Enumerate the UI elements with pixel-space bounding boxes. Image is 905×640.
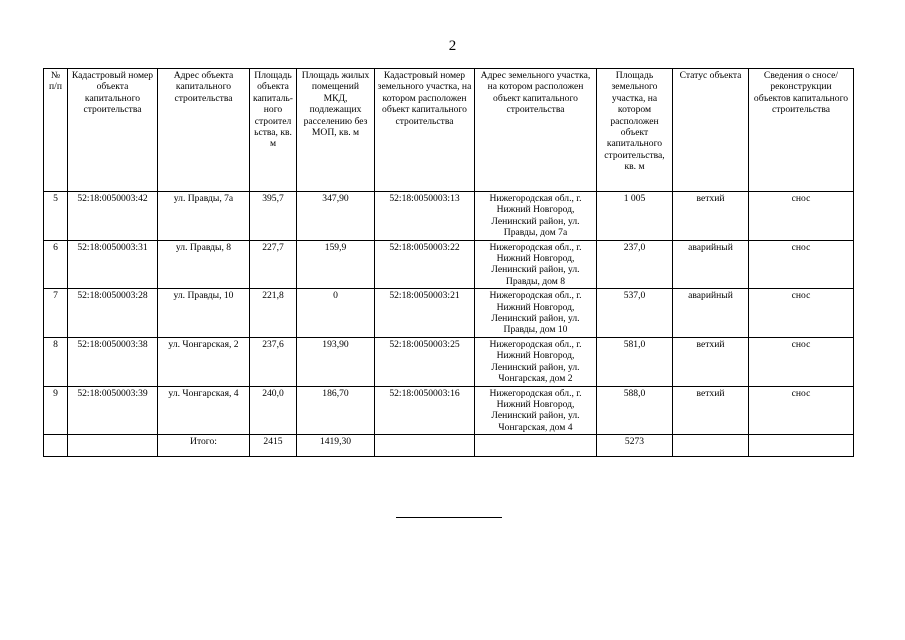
table-cell: ул. Правды, 10 <box>158 289 250 338</box>
total-cell: 2415 <box>250 435 297 457</box>
table-cell: ул. Чонгарская, 4 <box>158 386 250 435</box>
table-cell: 52:18:0050003:21 <box>375 289 475 338</box>
table-cell: 159,9 <box>297 240 375 289</box>
table-row <box>44 289 854 338</box>
table-cell: Нижегородская обл., г. Нижний Новгород, Ленинский район, ул. Правды, дом 10 <box>475 289 597 338</box>
total-cell <box>44 435 68 457</box>
table-cell: снос <box>749 240 854 289</box>
table-cell: 0 <box>297 289 375 338</box>
table-cell: 186,70 <box>297 386 375 435</box>
total-row <box>44 435 854 457</box>
table-cell: 8 <box>44 337 68 386</box>
table-cell: аварийный <box>673 240 749 289</box>
table-cell: 1 005 <box>597 192 673 241</box>
table-cell: ветхий <box>673 192 749 241</box>
table-cell: 537,0 <box>597 289 673 338</box>
total-cell <box>749 435 854 457</box>
table-cell: ветхий <box>673 386 749 435</box>
table-cell: 52:18:0050003:25 <box>375 337 475 386</box>
table-cell: аварийный <box>673 289 749 338</box>
objects-table <box>43 68 854 457</box>
table-cell: 52:18:0050003:38 <box>68 337 158 386</box>
table-cell: снос <box>749 386 854 435</box>
table-cell: 237,6 <box>250 337 297 386</box>
table-cell: Нижегородская обл., г. Нижний Новгород, Ленинский район, ул. Чонгарская, дом 2 <box>475 337 597 386</box>
table-cell: 240,0 <box>250 386 297 435</box>
table-row <box>44 240 854 289</box>
total-cell <box>68 435 158 457</box>
table-cell: 52:18:0050003:13 <box>375 192 475 241</box>
table-cell: Нижегородская обл., г. Нижний Новгород, Ленинский район, ул. Чонгарская, дом 4 <box>475 386 597 435</box>
table-cell: 588,0 <box>597 386 673 435</box>
table-row <box>44 386 854 435</box>
header-cell: Кадастровый номер земельного участка, на котором расположен объект капитального строительства <box>375 69 475 192</box>
total-cell <box>673 435 749 457</box>
separator-line <box>396 517 502 518</box>
table-cell: 9 <box>44 386 68 435</box>
table-cell: 52:18:0050003:28 <box>68 289 158 338</box>
page-number: 2 <box>448 38 457 54</box>
table-cell: ул. Правды, 8 <box>158 240 250 289</box>
table-cell: ветхий <box>673 337 749 386</box>
table-cell: 6 <box>44 240 68 289</box>
total-cell <box>475 435 597 457</box>
total-cell: 5273 <box>597 435 673 457</box>
table-cell: Нижегородская обл., г. Нижний Новгород, Ленинский район, ул. Правды, дом 7а <box>475 192 597 241</box>
table-cell: ул. Чонгарская, 2 <box>158 337 250 386</box>
table-cell: 581,0 <box>597 337 673 386</box>
table-cell: 52:18:0050003:31 <box>68 240 158 289</box>
table-cell: 347,90 <box>297 192 375 241</box>
header-cell: Статус объекта <box>673 69 749 192</box>
header-cell: Адрес земельного участка, на котором расположен объект капитального строительства <box>475 69 597 192</box>
total-cell <box>375 435 475 457</box>
table-cell: 7 <box>44 289 68 338</box>
header-cell: Площадь земельного участка, на котором расположен объект капитального строительства, кв. м <box>597 69 673 192</box>
table-cell: 221,8 <box>250 289 297 338</box>
table-cell: 227,7 <box>250 240 297 289</box>
table-cell: снос <box>749 289 854 338</box>
table-cell: снос <box>749 192 854 241</box>
total-cell: 1419,30 <box>297 435 375 457</box>
table-header-row <box>44 69 854 192</box>
header-cell: Площадь объекта капиталь-ного строител ьства, кв. м <box>250 69 297 192</box>
table-cell: 52:18:0050003:16 <box>375 386 475 435</box>
table-cell: 52:18:0050003:39 <box>68 386 158 435</box>
table-cell: 52:18:0050003:22 <box>375 240 475 289</box>
table-cell: 237,0 <box>597 240 673 289</box>
header-cell: Адрес объекта капитального строительства <box>158 69 250 192</box>
header-cell: № п/п <box>44 69 68 192</box>
table-row <box>44 192 854 241</box>
table-body <box>44 192 854 457</box>
header-cell: Кадастровый номер объекта капитального строительства <box>68 69 158 192</box>
table-cell: ул. Правды, 7а <box>158 192 250 241</box>
table-cell: 52:18:0050003:42 <box>68 192 158 241</box>
table-row <box>44 337 854 386</box>
total-cell: Итого: <box>158 435 250 457</box>
table-cell: 193,90 <box>297 337 375 386</box>
table-cell: снос <box>749 337 854 386</box>
header-cell: Площадь жилых помещений МКД, подлежащих расселению без МОП, кв. м <box>297 69 375 192</box>
table-cell: Нижегородская обл., г. Нижний Новгород, Ленинский район, ул. Правды, дом 8 <box>475 240 597 289</box>
table-cell: 395,7 <box>250 192 297 241</box>
table-cell: 5 <box>44 192 68 241</box>
header-cell: Сведения о сносе/реконструкции объектов капитального строительства <box>749 69 854 192</box>
